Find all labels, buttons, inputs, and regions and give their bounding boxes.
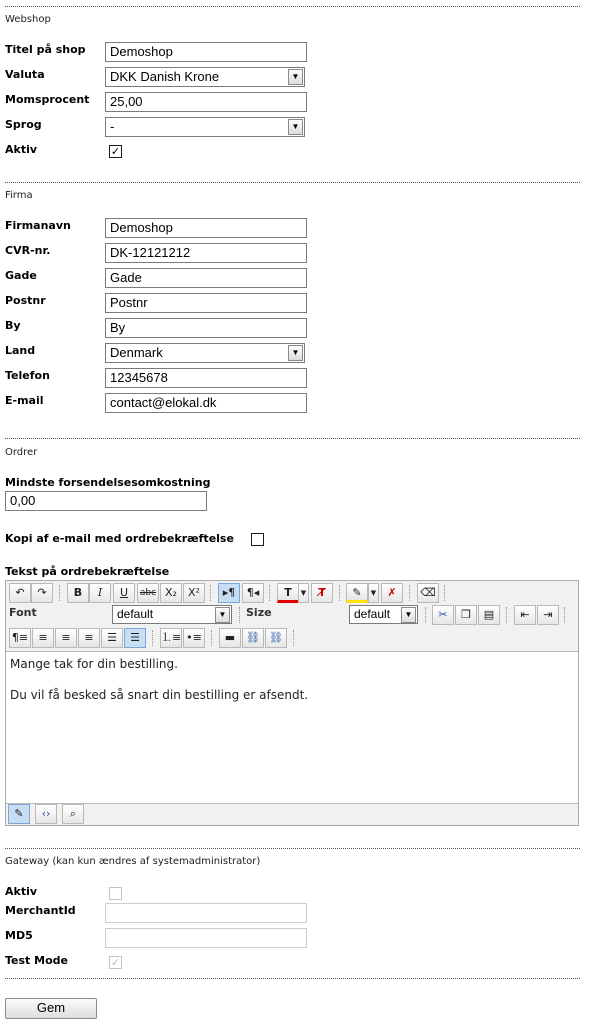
city-input[interactable]: By — [105, 318, 307, 338]
outdent-icon[interactable]: ⇤ — [514, 605, 536, 625]
font-select-value: default — [117, 607, 154, 621]
language-label: Sprog — [5, 118, 42, 131]
ltr-direction-icon[interactable]: ▸¶ — [218, 583, 240, 603]
email-label: E-mail — [5, 394, 44, 407]
text-color-icon[interactable]: T — [277, 583, 299, 603]
toolbar-separator — [409, 585, 412, 601]
chevron-down-icon[interactable]: ▼ — [288, 69, 303, 85]
paste-icon[interactable]: ▤ — [478, 605, 500, 625]
toolbar-separator — [239, 607, 242, 623]
horizontal-rule-icon[interactable]: ▬ — [219, 628, 241, 648]
gateway-active-label: Aktiv — [5, 885, 38, 898]
merchant-id-label: MerchantId — [5, 904, 76, 917]
language-select[interactable] — [105, 117, 305, 137]
currency-select-value: DKK Danish Krone — [110, 69, 220, 84]
active-checkbox[interactable]: ✓ — [110, 145, 121, 158]
gateway-active-checkbox — [109, 887, 122, 900]
insert-link-icon[interactable]: ⛓ — [242, 628, 264, 648]
md5-label: MD5 — [5, 929, 33, 942]
editor-content-line: Mange tak for din bestilling. — [10, 657, 178, 671]
editor-content-area[interactable] — [6, 651, 578, 804]
strikethrough-icon[interactable]: abc — [137, 583, 159, 603]
toolbar-separator — [564, 607, 567, 623]
phone-label: Telefon — [5, 369, 50, 382]
remove-color-icon[interactable]: T̸ — [311, 583, 333, 603]
toolbar-separator — [211, 630, 214, 646]
font-select[interactable] — [112, 605, 232, 624]
underline-icon[interactable]: U — [113, 583, 135, 603]
size-select[interactable] — [349, 605, 418, 624]
language-select-value: - — [110, 119, 115, 134]
bullet-list-icon[interactable]: •≡ — [183, 628, 205, 648]
align-full-icon[interactable]: ☰ — [124, 628, 146, 648]
zip-input[interactable]: Postnr — [105, 293, 307, 313]
merchant-id-input — [105, 903, 307, 923]
toolbar-separator — [152, 630, 155, 646]
align-center-icon[interactable]: ≡ — [55, 628, 77, 648]
align-left-icon[interactable]: ≡ — [32, 628, 54, 648]
cvr-input[interactable]: DK-12121212 — [105, 243, 307, 263]
numbered-list-icon[interactable]: ⒈≡ — [160, 628, 182, 648]
remove-highlight-icon[interactable]: ✗ — [381, 583, 403, 603]
undo-icon[interactable]: ↶ — [9, 583, 31, 603]
toolbar-separator — [444, 585, 447, 601]
currency-label: Valuta — [5, 68, 45, 81]
divider — [5, 182, 580, 183]
min-shipping-label: Mindste forsendelsesomkostning — [5, 476, 211, 489]
align-right-icon[interactable]: ≡ — [78, 628, 100, 648]
company-name-input[interactable]: Demoshop — [105, 218, 307, 238]
toolbar-separator — [269, 585, 272, 601]
country-label: Land — [5, 344, 36, 357]
design-mode-icon[interactable]: ✎ — [8, 804, 30, 824]
html-mode-icon[interactable]: ‹› — [35, 804, 57, 824]
highlight-dropdown-icon[interactable]: ▼ — [368, 583, 379, 603]
section-legend-orders: Ordrer — [5, 447, 38, 458]
shop-title-label: Titel på shop — [5, 43, 86, 56]
toolbar-separator — [210, 585, 213, 601]
toolbar-separator — [293, 630, 296, 646]
eraser-icon[interactable]: ⌫ — [417, 583, 439, 603]
min-shipping-input[interactable]: 0,00 — [5, 491, 207, 511]
chevron-down-icon[interactable]: ▼ — [288, 119, 303, 135]
section-legend-company: Firma — [5, 190, 33, 201]
toolbar-separator — [339, 585, 342, 601]
test-mode-checkbox: ✓ — [110, 956, 121, 969]
preview-mode-icon[interactable]: ⌕ — [62, 804, 84, 824]
cut-icon[interactable]: ✂ — [432, 605, 454, 625]
md5-input — [105, 928, 307, 948]
chevron-down-icon[interactable]: ▼ — [288, 345, 303, 361]
copy-icon[interactable]: ❐ — [455, 605, 477, 625]
indent-icon[interactable]: ⇥ — [537, 605, 559, 625]
country-select[interactable] — [105, 343, 305, 363]
italic-icon[interactable]: I — [89, 583, 111, 603]
superscript-icon[interactable]: X² — [183, 583, 205, 603]
copy-email-checkbox[interactable] — [251, 533, 264, 546]
highlight-color-icon[interactable]: ✎ — [346, 583, 368, 603]
currency-select[interactable] — [105, 67, 305, 87]
divider — [5, 6, 580, 7]
rtl-direction-icon[interactable]: ¶◂ — [242, 583, 264, 603]
bold-icon[interactable]: B — [67, 583, 89, 603]
align-paragraph-icon[interactable]: ¶≡ — [9, 628, 31, 648]
zip-label: Postnr — [5, 294, 46, 307]
text-color-dropdown-icon[interactable]: ▼ — [298, 583, 309, 603]
divider — [5, 438, 580, 439]
company-name-label: Firmanavn — [5, 219, 71, 232]
divider — [5, 978, 580, 979]
chevron-down-icon[interactable]: ▼ — [215, 607, 230, 623]
vat-input[interactable]: 25,00 — [105, 92, 307, 112]
chevron-down-icon[interactable]: ▼ — [401, 607, 416, 623]
editor-content-line: Du vil få besked så snart din bestilling er afsendt. — [10, 688, 309, 702]
email-input[interactable]: contact@elokal.dk — [105, 393, 307, 413]
toolbar-separator — [506, 607, 509, 623]
subscript-icon[interactable]: X₂ — [160, 583, 182, 603]
vat-label: Momsprocent — [5, 93, 90, 106]
align-justify-icon[interactable]: ☰ — [101, 628, 123, 648]
copy-email-label: Kopi af e-mail med ordrebekræftelse — [5, 532, 234, 545]
confirmation-text-label: Tekst på ordrebekræftelse — [5, 565, 170, 578]
size-label: Size — [246, 606, 272, 619]
city-label: By — [5, 319, 21, 332]
remove-link-icon[interactable]: ⛓ — [265, 628, 287, 648]
cvr-label: CVR-nr. — [5, 244, 51, 257]
section-legend-webshop: Webshop — [5, 14, 51, 25]
toolbar-separator — [59, 585, 62, 601]
size-select-value: default — [354, 607, 391, 621]
redo-icon[interactable]: ↷ — [31, 583, 53, 603]
street-label: Gade — [5, 269, 37, 282]
test-mode-label: Test Mode — [5, 954, 68, 967]
font-label: Font — [9, 606, 37, 619]
street-input[interactable]: Gade — [105, 268, 307, 288]
country-select-value: Denmark — [110, 345, 163, 360]
section-legend-gateway: Gateway (kan kun ændres af systemadministrator) — [5, 856, 261, 867]
divider — [5, 848, 580, 849]
save-button[interactable]: Gem — [5, 998, 97, 1019]
phone-input[interactable]: 12345678 — [105, 368, 307, 388]
active-label: Aktiv — [5, 143, 38, 156]
toolbar-separator — [425, 607, 428, 623]
shop-title-input[interactable]: Demoshop — [105, 42, 307, 62]
